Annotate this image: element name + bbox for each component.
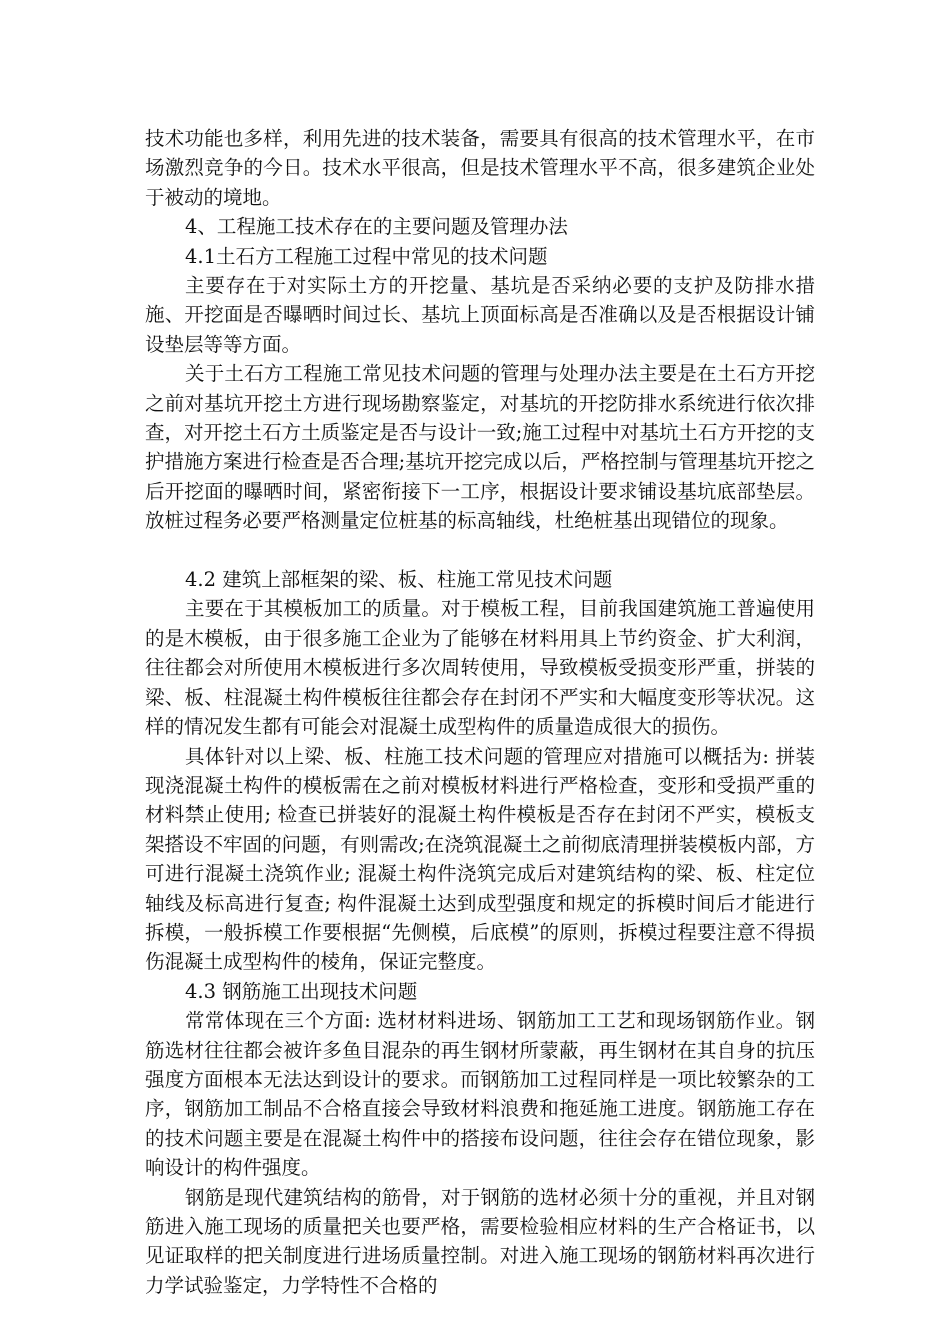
section-heading-4-1: 4.1土石方工程施工过程中常见的技术问题 <box>185 244 548 268</box>
paragraph-4-3-problems: 常常体现在三个方面: 选材材料进场、钢筋加工工艺和现场钢筋作业。钢筋选材往往都会被许多鱼目混杂的再生钢材所蒙蔽，再生钢材在其自身的抗压强度方面根本无法达到设计的要求。而钢筋加工过程同样是一项比较繁杂的工序，钢筋加工制品不合格直接会导致材料浪费和拖延施工进度。钢筋施工存在的技术问题主要是在混凝土构件中的搭接布设问题，往往会存在错位现象，影响设计的构件强度。 <box>145 1009 815 1180</box>
paragraph-intro: 技术功能也多样，利用先进的技术装备，需要具有很高的技术管理水平，在市场激烈竞争的今日。技术水平很高，但是技术管理水平不高，很多建筑企业处于被动的境地。 <box>145 127 815 209</box>
paragraph-4-2-measures: 具体针对以上梁、板、柱施工技术问题的管理应对措施可以概括为: 拼装现浇混凝土构件的模板需在之前对模板材料进行严格检查，变形和受损严重的材料禁止使用; 检查已拼装好的混凝土构件模板是否存在封闭不严实，模板支架搭设不牢固的问题，有则需改;在浇筑混凝土之前彻底清理拼装模板内部，方可进行混凝土浇筑作业; 混凝土构件浇筑完成后对建筑结构的梁、板、柱定位轴线及标高进行复查; 构件混凝土达到成型强度和规定的拆模时间后才能进行拆模，一般拆模工作要根据“先侧模，后底模”的原则，拆模过程要注意不得损伤混凝土成型构件的棱角，保证完整度。 <box>145 744 815 974</box>
paragraph-4-1-measures: 关于土石方工程施工常见技术问题的管理与处理办法主要是在土石方开挖之前对基坑开挖土方进行现场勘察鉴定，对基坑的开挖防排水系统进行依次排查，对开挖土石方土质鉴定是否与设计一致;施工过程中对基坑土石方开挖的支护措施方案进行检查是否合理;基坑开挖完成以后，严格控制与管理基坑开挖之后开挖面的曝晒时间，紧密衔接下一工序，根据设计要求铺设基坑底部垫层。放桩过程务必要严格测量定位桩基的标高轴线，杜绝桩基出现错位的现象。 <box>145 362 815 533</box>
paragraph-4-1-problems: 主要存在于对实际土方的开挖量、基坑是否采纳必要的支护及防排水措施、开挖面是否曝晒时间过长、基坑上顶面标高是否准确以及是否根据设计铺设垫层等等方面。 <box>145 274 815 356</box>
paragraph-4-2-problems: 主要在于其模板加工的质量。对于模板工程，目前我国建筑施工普遍使用的是木模板，由于很多施工企业为了能够在材料用具上节约资金、扩大利润，往往都会对所使用木模板进行多次周转使用，导致模板受损变形严重，拼装的梁、板、柱混凝土构件模板往往都会存在封闭不严实和大幅度变形等状况。这样的情况发生都有可能会对混凝土成型构件的质量造成很大的损伤。 <box>145 597 815 739</box>
section-heading-4-2: 4.2 建筑上部框架的梁、板、柱施工常见技术问题 <box>185 568 613 592</box>
document-page <box>145 124 815 1300</box>
section-heading-4: 4、工程施工技术存在的主要问题及管理办法 <box>185 215 568 239</box>
paragraph-4-3-measures: 钢筋是现代建筑结构的筋骨，对于钢筋的选材必须十分的重视，并且对钢筋进入施工现场的质量把关也要严格，需要检验相应材料的生产合格证书，以见证取样的把关制度进行进场质量控制。对进入施工现场的钢筋材料再次进行力学试验鉴定，力学特性不合格的 <box>145 1185 815 1297</box>
section-heading-4-3: 4.3 钢筋施工出现技术问题 <box>185 979 418 1003</box>
blank-line <box>145 536 815 565</box>
